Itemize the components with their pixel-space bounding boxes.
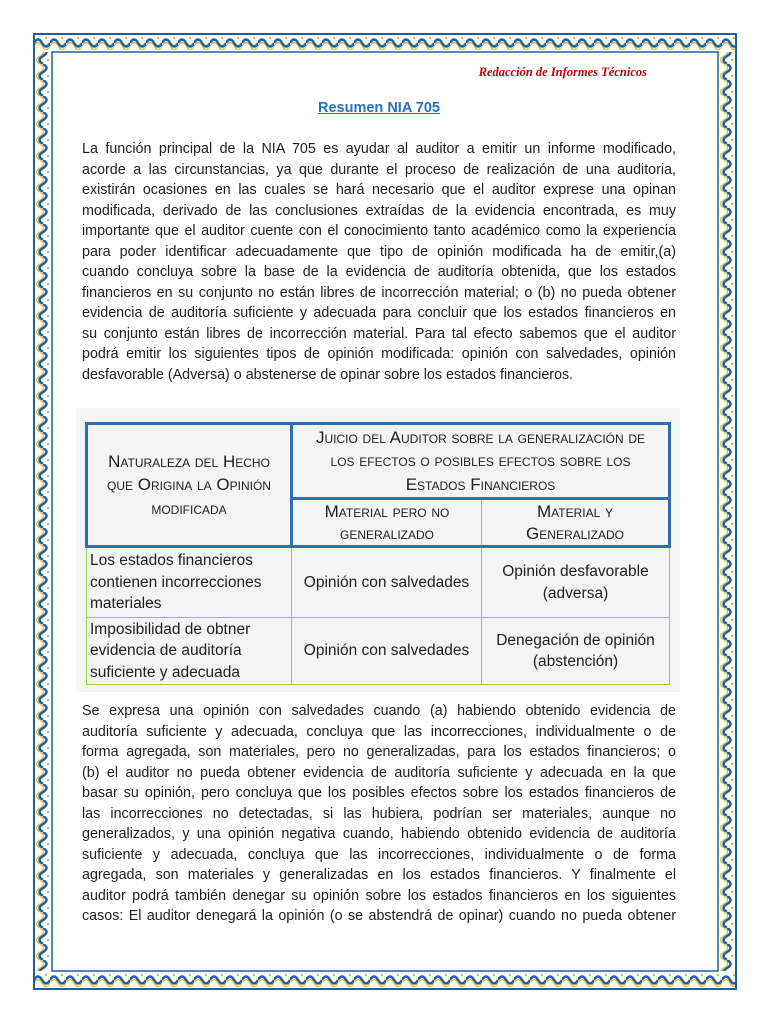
row-material-generalized-cell xyxy=(482,618,670,685)
paragraph-line: auditoría suficiente y adecuada, concluya que las incorrecciones, individualmente o de xyxy=(82,723,676,740)
header-line: Juicio del Auditor sobre la generalización de xyxy=(315,427,646,447)
header-line: Generalizado xyxy=(526,523,624,543)
cell-line: suficiente y adecuada xyxy=(90,663,240,681)
row-material-not-generalized-cell xyxy=(292,547,482,618)
table-row xyxy=(87,618,670,685)
cell-line: Opinión con salvedades xyxy=(303,573,470,591)
row-material-not-generalized-cell xyxy=(292,618,482,685)
header-line: modificada xyxy=(151,498,227,518)
border-band-right xyxy=(718,52,736,971)
border-band-top xyxy=(34,34,736,52)
table-header-row xyxy=(87,424,670,499)
paragraph-line: auditor podrá también denegar su opinión sobre los estados financieros en los siguientes xyxy=(82,887,676,904)
subheader-material-not-generalized xyxy=(292,499,482,547)
cell-line: Los estados financieros xyxy=(90,552,253,570)
header-line: Naturaleza del Hecho xyxy=(108,451,270,471)
paragraph-line: forma agregada, son materiales, pero no generalizadas, para los estados financieros; o xyxy=(82,744,676,760)
cell-line: Imposibilidad de obtner xyxy=(90,620,251,638)
opinion-table-figure xyxy=(76,408,680,692)
header-line: generalizado xyxy=(339,523,435,543)
row-nature-cell xyxy=(87,618,292,685)
intro-paragraph xyxy=(82,139,676,385)
table-row xyxy=(87,547,670,618)
header-line: que Origina la Opinión xyxy=(107,475,271,495)
paragraph-line: existirán ocasiones en las cuales se hará necesario que el auditor exprese una opinan xyxy=(82,182,676,198)
subheader-material-generalized xyxy=(482,499,670,547)
running-header-title: Redacción de Informes Técnicos xyxy=(478,65,647,79)
paragraph-line: evidencia de auditoría suficiente y adecuada para concluir que los estados financieros en xyxy=(82,305,676,321)
document-title: Resumen NIA 705 xyxy=(318,100,440,116)
row-nature-cell xyxy=(87,547,292,618)
cell-line: Denegación de opinión xyxy=(496,631,655,649)
header-line: Material y xyxy=(537,501,614,521)
cell-line: (abstención) xyxy=(532,653,619,670)
paragraph-line: suficiente y adecuada, concluya que las incorrecciones, individualmente o de forma xyxy=(82,846,676,863)
paragraph-line: casos: El auditor denegará la opinión (o se abstendrá de opinar) cuando no pueda obtener xyxy=(82,908,676,924)
paragraph-line: importante que el auditor cuente con el conocimiento tanto académico como la experiencia xyxy=(82,223,676,239)
header-line: los efectos o posibles efectos sobre los xyxy=(330,451,631,471)
paragraph-line: para poder identificar adecuadamente que tipo de opinión modificada ha de emitir,(a) xyxy=(82,243,676,260)
paragraph-line: cuando concluya sobre la base de la evidencia de auditoría obtenida, que los estados xyxy=(82,264,676,280)
opinion-types-table xyxy=(85,422,671,685)
paragraph-line: modificada, derivado de las conclusiones extraídas de la evidencia encontrada, es muy xyxy=(82,202,676,219)
header-judgment-cell xyxy=(292,424,670,499)
cell-line: materiales xyxy=(90,595,162,613)
opinion-types-paragraph xyxy=(82,701,676,927)
header-line: Estados Financieros xyxy=(405,474,556,494)
cell-line: evidencia de auditoría xyxy=(90,642,242,660)
cell-line: contienen incorrecciones xyxy=(90,573,262,591)
paragraph-line: (b) el auditor no pueda obtener evidencia de auditoría suficiente y adecuada en la que xyxy=(82,764,676,781)
paragraph-line: las incorrecciones no detectadas, si las hubiera, podrían ser materiales, aunque no xyxy=(82,805,676,822)
cell-line: (adversa) xyxy=(542,584,609,602)
paragraph-line: acorde a las circunstancias, ya que durante el proceso de realización de una auditoria, xyxy=(82,161,676,178)
paragraph-line: podrá emitir los siguientes tipos de opinión modificada: opinión con salvedades, opinión xyxy=(82,346,676,362)
header-line: Material pero no xyxy=(324,501,450,521)
paragraph-line: financieros en su conjunto no están libres de incorrección material; o (b) no pueda obtener xyxy=(82,284,676,301)
cell-line: Opinión desfavorable xyxy=(502,563,649,580)
paragraph-line: Se expresa una opinión con salvedades cuando (a) habiendo obtenido evidencia de xyxy=(82,703,676,719)
row-material-generalized-cell xyxy=(482,547,670,618)
paragraph-line: su conjunto están libres de incorrección material. Para tal efecto sabemos que el auditor xyxy=(82,325,676,342)
paragraph-line: basar su opinión, pero concluya que los posibles efectos sobre los estados financieros de xyxy=(82,785,676,801)
border-band-bottom xyxy=(34,971,736,989)
cell-line: Opinión con salvedades xyxy=(303,642,470,660)
paragraph-line: desfavorable (Adversa) o abstenerse de opinar sobre los estados financieros. xyxy=(82,366,574,383)
header-nature-cell xyxy=(87,424,292,547)
paragraph-line: generalizados, y una opinión negativa cuando, habiendo obtenido evidencia de auditoría xyxy=(82,826,676,842)
paragraph-line: agregada, son materiales y generalizadas en los estados financieros. Y finalmente el xyxy=(82,867,676,883)
paragraph-line: La función principal de la NIA 705 es ayudar al auditor a emitir un informe modificado, xyxy=(82,141,676,157)
border-band-left xyxy=(34,52,52,971)
